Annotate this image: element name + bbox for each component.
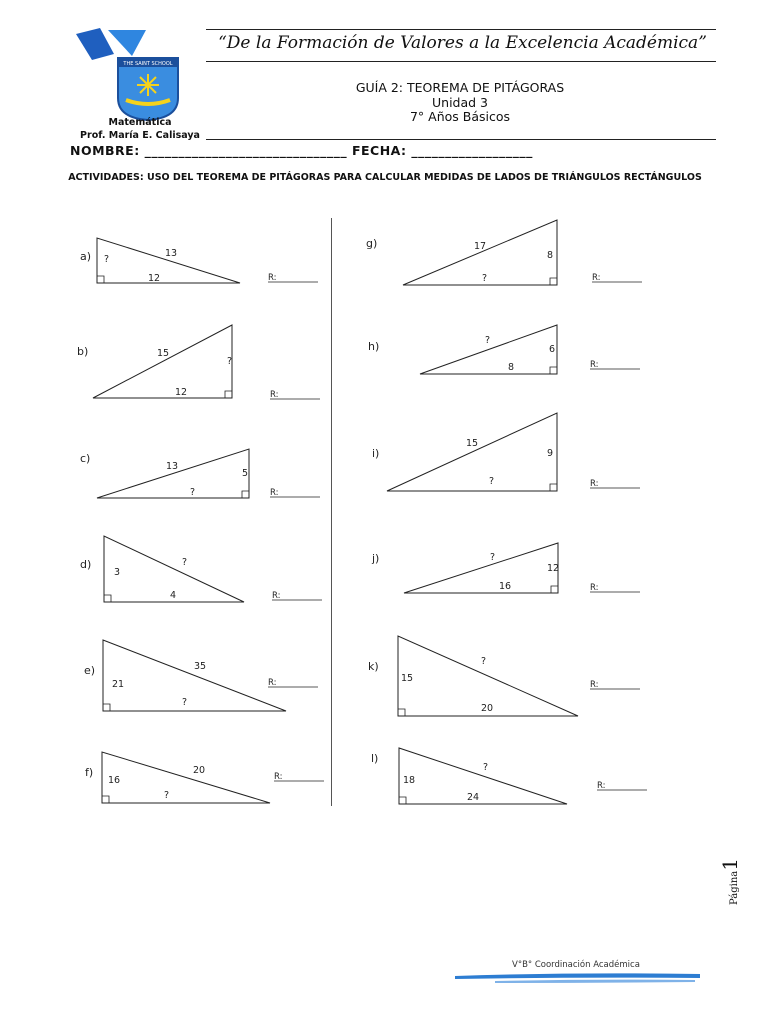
horizontal-leg-value: ? [190,487,196,498]
problem-label: h) [368,340,380,353]
horizontal-leg-value: ? [489,476,495,487]
problem-label: c) [80,452,91,465]
answer-label: R: [272,591,281,601]
answer-label: R: [268,678,277,688]
teacher-name: Prof. María E. Calisaya [80,130,200,141]
page-word: Página [729,870,740,905]
date-label: FECHA: [351,143,412,158]
hypotenuse-value: ? [483,762,489,773]
guide-unit: Unidad 3 [432,95,488,110]
right-angle-mark [102,796,109,803]
horizontal-leg-value: 24 [467,792,480,803]
triangle-12 [399,748,567,804]
vertical-leg-value: 8 [547,250,554,261]
triangle-3 [97,449,249,498]
activities-title: ACTIVIDADES: USO DEL TEOREMA DE PITÁGORAS PARA CALCULAR MEDIDAS DE LADOS DE TRIÁNGULOS RECTÁNGULOS [68,172,702,183]
answer-label: R: [592,273,601,283]
problem-label: d) [80,558,92,571]
right-angle-mark [398,709,405,716]
school-badge-text: THE SAINT SCHOOL [123,61,173,67]
vertical-leg-value: 15 [401,673,414,684]
right-angle-mark [550,278,557,285]
vertical-leg-value: 21 [112,679,125,690]
right-angle-mark [225,391,232,398]
horizontal-leg-value: 4 [170,590,177,601]
hypotenuse-value: ? [182,557,188,568]
answer-label: R: [270,390,279,400]
answer-label: R: [590,479,599,489]
right-angle-mark [242,491,249,498]
horizontal-leg-value: ? [482,273,488,284]
school-motto: “De la Formación de Valores a la Excelencia Académica” [218,33,707,53]
page-footer-number [718,858,742,905]
hypotenuse-value: 35 [194,661,207,672]
hypotenuse-value: 15 [157,348,170,359]
hypotenuse-value: ? [490,552,496,563]
answer-label: R: [274,772,283,782]
hypotenuse-value: ? [485,335,491,346]
hypotenuse-value: 17 [474,241,487,252]
problem-label: g) [366,237,378,250]
guide-grade: 7° Años Básicos [409,109,511,124]
problem-label: f) [85,766,94,779]
horizontal-leg-value: 20 [481,703,494,714]
problem-label: l) [371,752,379,765]
answer-label: R: [597,781,606,791]
approval-label: V°B° Coordinación Académica [512,960,640,970]
triangle-6 [102,752,270,803]
vertical-leg-value: 6 [549,344,556,355]
answer-label: R: [268,273,277,283]
vertical-leg-value: 9 [547,448,554,459]
problem-label: j) [372,552,380,565]
right-angle-mark [550,484,557,491]
triangle-8 [420,325,557,374]
horizontal-leg-value: 12 [175,387,188,398]
date-blank[interactable]: __________________ [411,143,533,158]
hypotenuse-value: ? [481,656,487,667]
problem-label: b) [77,345,89,358]
right-angle-mark [103,704,110,711]
triangle-1 [97,238,240,283]
name-blank[interactable]: ______________________________ [144,143,348,158]
vertical-leg-value: 5 [242,468,249,479]
horizontal-leg-value: ? [164,790,170,801]
page-number: 1 [718,858,742,871]
answer-label: R: [590,680,599,690]
right-angle-mark [399,797,406,804]
right-angle-mark [550,367,557,374]
hypotenuse-value: 13 [166,461,179,472]
hypotenuse-value: 13 [165,248,178,259]
horizontal-leg-value: 16 [499,581,512,592]
triangle-10 [404,543,558,593]
horizontal-leg-value: 12 [148,273,161,284]
guide-title: GUÍA 2: TEOREMA DE PITÁGORAS [355,80,565,95]
subject-name: Matemática [108,117,172,128]
answer-label: R: [270,488,279,498]
horizontal-leg-value: ? [182,697,188,708]
triangle-9 [387,413,557,491]
vertical-leg-value: 3 [114,567,121,578]
answer-label: R: [590,360,599,370]
problem-label: i) [372,447,380,460]
hypotenuse-value: 20 [193,765,206,776]
triangle-5 [103,640,286,711]
vertical-leg-value: 18 [403,775,416,786]
vertical-leg-value: 12 [547,563,560,574]
answer-label: R: [590,583,599,593]
right-angle-mark [551,586,558,593]
problem-label: e) [84,664,96,677]
footer-swoosh [455,970,705,988]
vertical-leg-value: 16 [108,775,121,786]
problem-label: a) [80,250,92,263]
hypotenuse-value: 15 [466,438,479,449]
right-angle-mark [104,595,111,602]
triangle-2 [93,325,232,398]
vertical-leg-value: ? [104,254,110,265]
right-angle-mark [97,276,104,283]
vertical-leg-value: ? [227,356,233,367]
problem-label: k) [368,660,379,673]
triangle-7 [403,220,557,285]
horizontal-leg-value: 8 [508,362,515,373]
name-label: NOMBRE: [70,143,145,158]
